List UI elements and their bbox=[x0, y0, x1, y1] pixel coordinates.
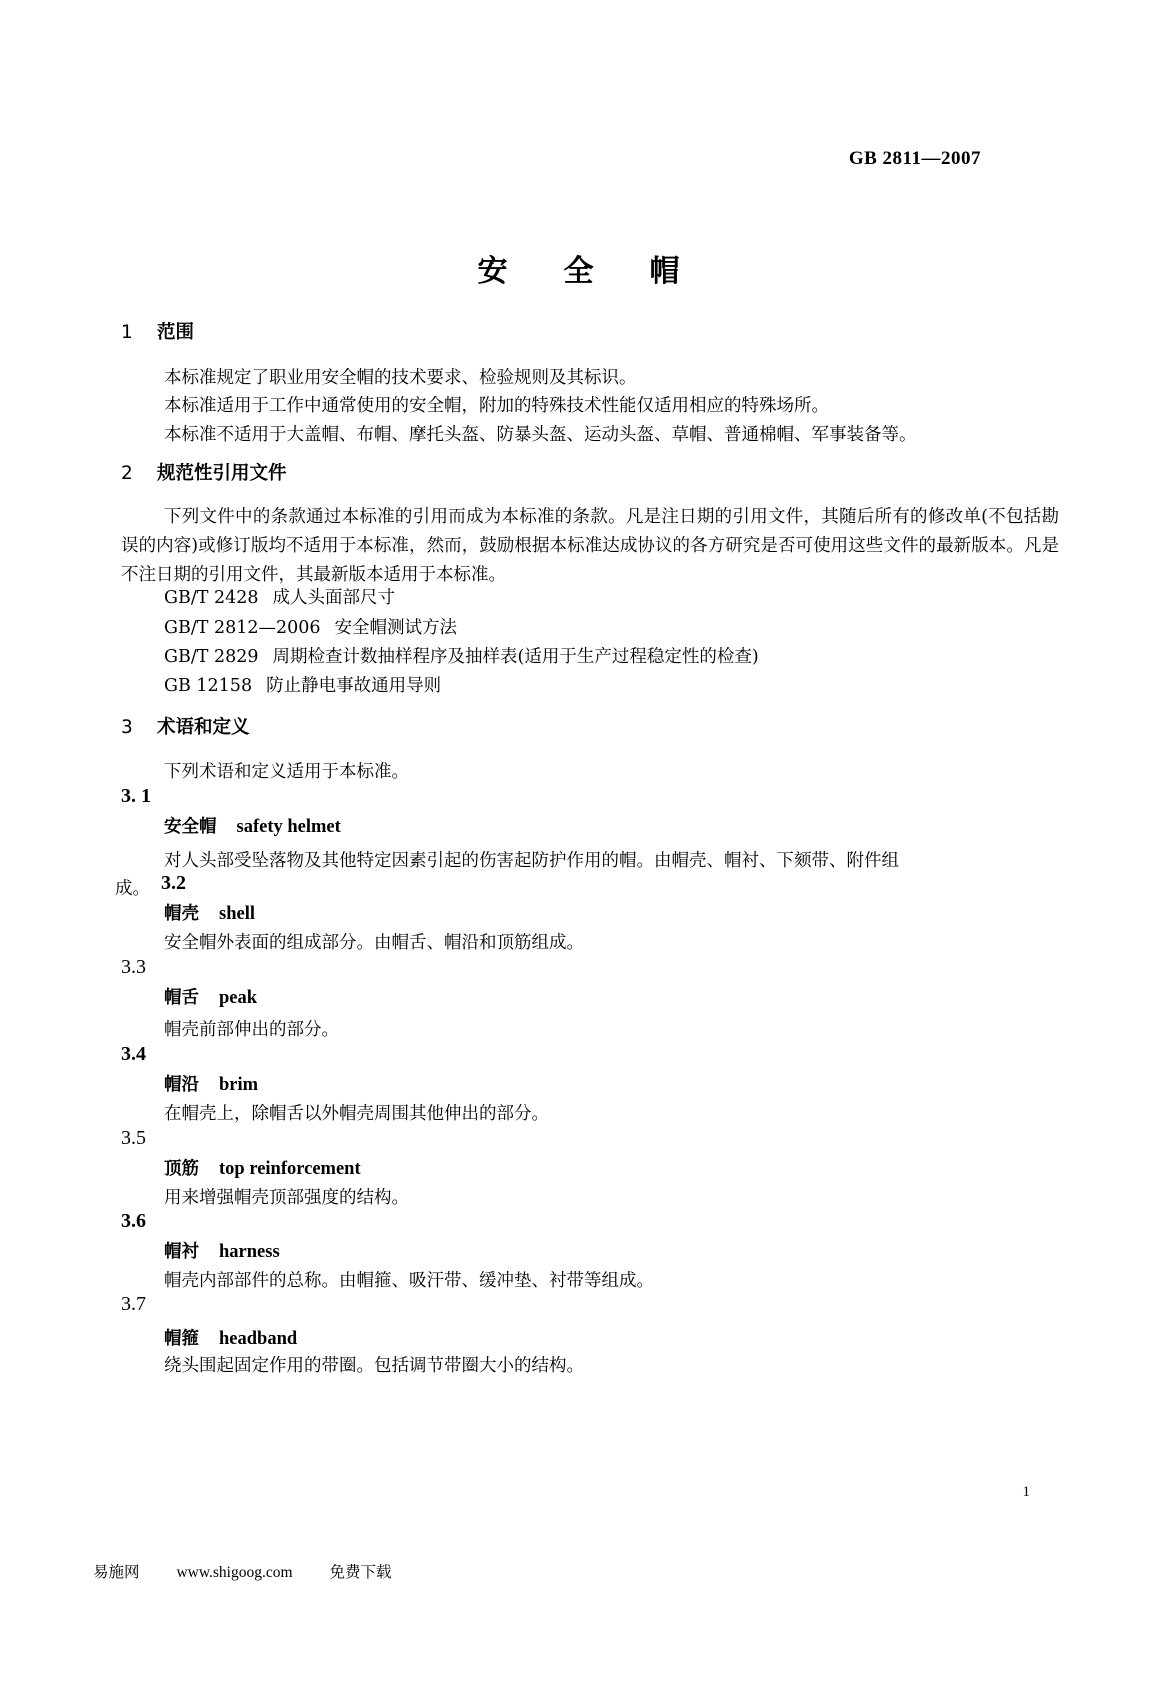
term-heading: 帽衬 harness bbox=[164, 1242, 280, 1262]
page-footer bbox=[93, 1560, 424, 1582]
term-definition-cont: 成。 bbox=[115, 879, 150, 899]
term-number: 3.4 bbox=[121, 1043, 146, 1065]
section-1-para-1: 本标准规定了职业用安全帽的技术要求、检验规则及其标识。 bbox=[164, 368, 637, 388]
reference-item: GB 12158 防止静电事故通用导则 bbox=[164, 676, 442, 696]
footer-url[interactable]: www.shigoog.com bbox=[176, 1564, 293, 1581]
term-heading: 帽沿 brim bbox=[164, 1075, 259, 1095]
term-definition: 安全帽外表面的组成部分。由帽舌、帽沿和顶筋组成。 bbox=[164, 933, 584, 953]
term-definition: 绕头围起固定作用的带圈。包括调节带圈大小的结构。 bbox=[164, 1356, 584, 1376]
term-definition: 对人头部受坠落物及其他特定因素引起的伤害起防护作用的帽。由帽壳、帽衬、下颏带、附件组 bbox=[164, 851, 899, 871]
term-heading: 帽舌 peak bbox=[164, 988, 258, 1008]
page-number: 1 bbox=[1022, 1484, 1030, 1500]
section-1-para-3: 本标准不适用于大盖帽、布帽、摩托头盔、防暴头盔、运动头盔、草帽、普通棉帽、军事装备等。 bbox=[164, 425, 917, 445]
term-definition: 帽壳前部伸出的部分。 bbox=[164, 1020, 339, 1040]
reference-item: GB/T 2829 周期检查计数抽样程序及抽样表(适用于生产过程稳定性的检查) bbox=[164, 647, 759, 667]
term-heading: 顶筋 top reinforcement bbox=[164, 1159, 361, 1179]
document-title: 安全帽 bbox=[477, 254, 736, 289]
term-number: 3.3 bbox=[121, 956, 146, 978]
section-3-heading: 3 术语和定义 bbox=[121, 717, 250, 738]
reference-item: GB/T 2428 成人头面部尺寸 bbox=[164, 588, 396, 608]
term-number: 3.6 bbox=[121, 1210, 146, 1232]
standard-code: GB 2811—2007 bbox=[848, 148, 981, 169]
term-heading: 帽箍 headband bbox=[164, 1329, 298, 1349]
section-2-intro: 下列文件中的条款通过本标准的引用而成为本标准的条款。凡是注日期的引用文件，其随后所有的修改单(不包括勘误的内容)或修订版均不适用于本标准，然而，鼓励根据本标准达成协议的各方研究是否可使用这些文件的最新版本。凡是不注日期的引用文件，其最新版本适用于本标准。 bbox=[121, 507, 1059, 585]
term-definition: 在帽壳上，除帽舌以外帽壳周围其他伸出的部分。 bbox=[164, 1104, 549, 1124]
reference-item: GB/T 2812—2006 安全帽测试方法 bbox=[164, 618, 458, 638]
section-2-heading: 2 规范性引用文件 bbox=[121, 463, 287, 484]
footer-site-name: 易施网 bbox=[93, 1563, 140, 1581]
section-3-intro: 下列术语和定义适用于本标准。 bbox=[164, 762, 409, 782]
term-definition: 帽壳内部部件的总称。由帽箍、吸汗带、缓冲垫、衬带等组成。 bbox=[164, 1271, 654, 1291]
term-number: 3. 1 bbox=[121, 785, 151, 807]
term-definition: 用来增强帽壳顶部强度的结构。 bbox=[164, 1188, 409, 1208]
footer-note: 免费下载 bbox=[329, 1563, 392, 1581]
term-number: 3.7 bbox=[121, 1293, 146, 1315]
section-1-heading: 1 范围 bbox=[121, 322, 195, 343]
term-number: 3.5 bbox=[121, 1127, 146, 1149]
term-heading: 安全帽 safety helmet bbox=[164, 817, 341, 837]
section-1-para-2: 本标准适用于工作中通常使用的安全帽，附加的特殊技术性能仅适用相应的特殊场所。 bbox=[164, 396, 829, 416]
term-heading: 帽壳 shell bbox=[164, 904, 255, 924]
term-number: 3.2 bbox=[161, 872, 186, 894]
